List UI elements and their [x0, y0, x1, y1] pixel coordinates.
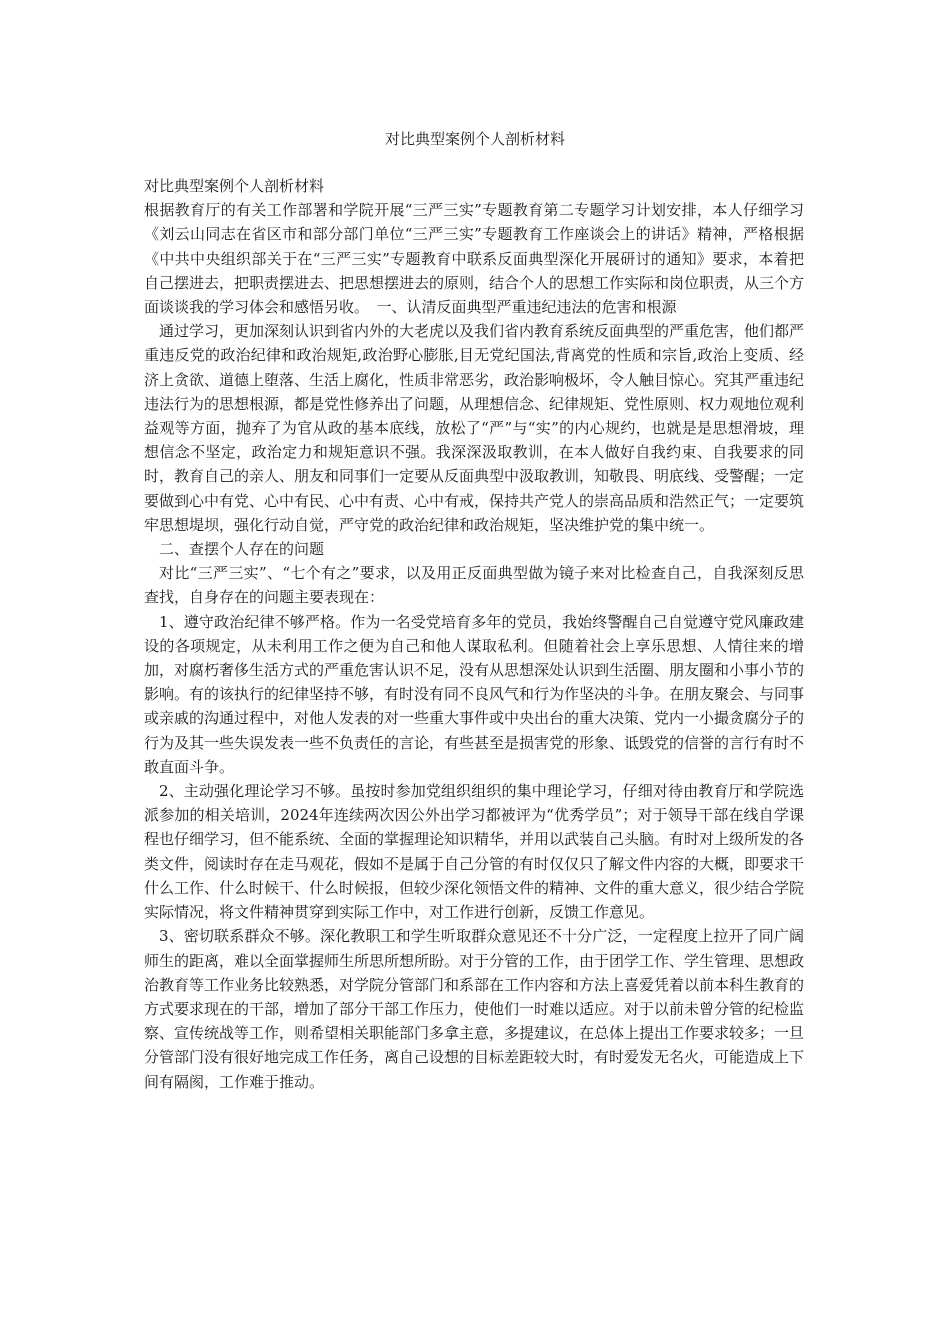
intro-paragraph: 根据教育厅的有关工作部署和学院开展“三严三实”专题教育第二专题学习计划安排，本人仔细学习《刘云山同志在省区市和部分部门单位“三严三实”专题教育工作座谈会上的讲话》精神，严格根据《中共中央组织部关于在“三严三实”专题教育中联系反面典型深化开展研讨的通知》要求，本着把自己摆进去，把职责摆进去、把思想摆进去的原则，结合个人的思想工作实际和岗位职责，从三个方面谈谈我的学习体会和感悟另收。 一、认清反面典型严重违纪违法的危害和根源: [144, 201, 805, 317]
page-title: 对比典型案例个人剖析材料: [384, 130, 565, 148]
problem-item-1: 1、遵守政治纪律不够严格。作为一名受党培育多年的党员，我始终警醒自己自觉遵守党风廉政建设的各项规定，从未利用工作之便为自己和他人谋取私利。但随着社会上享乐思想、人情往来的增加，对腐朽奢侈生活方式的严重危害认识不足，没有从思想深处认识到生活圈、朋友圈和小事小节的影响。有的该执行的纪律坚持不够，有时没有同不良风气和行为作坚决的斗争。在朋友聚会、与同事或亲戚的沟通过程中，对他人发表的对一些重大事件或中央出台的重大决策、党内一小撮贪腐分子的行为及其一些失误发表一些不负责任的言论，有些甚至是损害党的形象、诋毁党的信誉的言行有时不敢直面斗争。: [144, 612, 805, 776]
section2-heading: 二、查摆个人存在的问题: [159, 540, 325, 559]
section2-intro-paragraph: 对比“三严三实”、“七个有之”要求，以及用正反面典型做为镜子来对比检查自己，自我深刻反思查找，自身存在的问题主要表现在：: [144, 564, 804, 607]
document-subtitle: 对比典型案例个人剖析材料: [144, 177, 325, 195]
problem-item-3: 3、密切联系群众不够。深化教职工和学生听取群众意见还不十分广泛，一定程度上拉开了同广阔师生的距离，难以全面掌握师生所思所想所盼。对于分管的工作，由于团学工作、学生管理、思想政治教育等工作业务比较熟悉，对学院分管部门和系部在工作内容和方法上喜爱凭着以前本科生教育的方式要求现在的干部，增加了部分干部工作压力，使他们一时难以适应。对于以前未曾分管的纪检监察、宣传统战等工作，则希望相关职能部门多拿主意，多提建议，在总体上提出工作要求较多；一旦分管部门没有很好地完成工作任务，离自己设想的目标差距较大时，有时爱发无名火，可能造成上下间有隔阂，工作难于推动。: [144, 927, 805, 1091]
problem-item-2: 2、主动强化理论学习不够。虽按时参加党组织组织的集中理论学习，仔细对待由教育厅和学院选派参加的相关培训，2024年连续两次因公外出学习都被评为“优秀学员”；对于领导干部在线自学课程也仔细学习，但不能系统、全面的掌握理论知识精华，并用以武装自己头脑。有时对上级所发的各类文件，阅读时存在走马观花，假如不是属于自己分管的有时仅仅只了解文件内容的大概，即要求干什么工作、什么时候干、什么时候报，但较少深化领悟文件的精神、文件的重大意义，很少结合学院实际情况，将文件精神贯穿到实际工作中，对工作进行创新，反馈工作意见。: [144, 782, 805, 922]
document-body: [144, 174, 804, 1094]
section1-paragraph: 通过学习，更加深刻认识到省内外的大老虎以及我们省内教育系统反面典型的严重危害，他们都严重违反党的政治纪律和政治规矩,政治野心膨胀,目无党纪国法,背离党的性质和宗旨,政治上变质、经济上贪欲、道德上堕落、生活上腐化，性质非常恶劣，政治影响极坏，令人触目惊心。究其严重违纪违法行为的思想根源，都是党性修养出了问题，从理想信念、纪律规矩、党性原则、权力观地位观利益观等方面，抛弃了为官从政的基本底线，放松了“严”与“实”的内心规约，也就是是思想滑坡，理想信念不坚定，政治定力和规矩意识不强。我深深汲取教训，在本人做好自我约束、自我要求的同时，教育自己的亲人、朋友和同事们一定要从反面典型中汲取教训，知敬畏、明底线、受警醒；一定要做到心中有党、心中有民、心中有责、心中有戒，保持共产党人的崇高品质和浩然正气；一定要筑牢思想堤坝，强化行动自觉，严守党的政治纪律和政治规矩，坚决维护党的集中统一。: [144, 322, 805, 534]
